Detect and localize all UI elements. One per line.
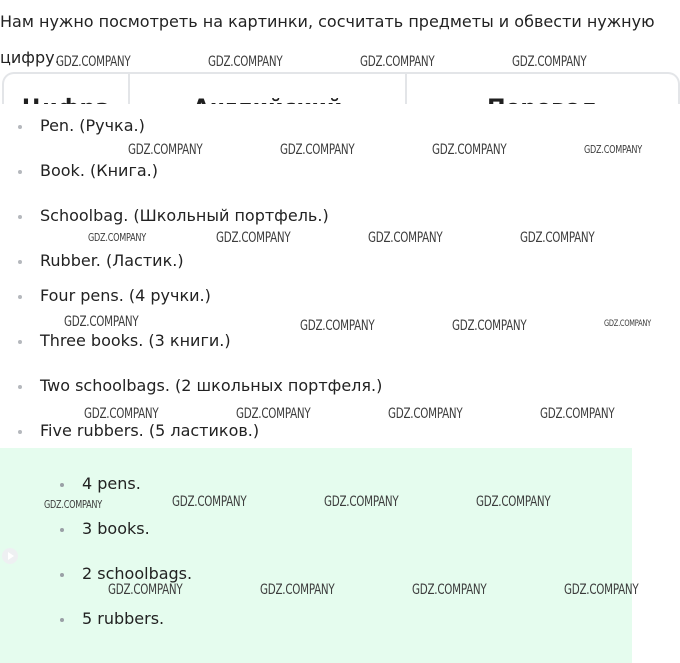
- watermark: GDZ.COMPANY: [324, 494, 399, 510]
- watermark: GDZ.COMPANY: [44, 498, 102, 511]
- watermark: GDZ.COMPANY: [432, 142, 507, 158]
- bullet-icon: [18, 170, 22, 174]
- watermark: GDZ.COMPANY: [512, 54, 587, 70]
- answer-item: 3 books.: [82, 519, 150, 538]
- watermark: GDZ.COMPANY: [172, 494, 247, 510]
- watermark: GDZ.COMPANY: [128, 142, 203, 158]
- watermark: GDZ.COMPANY: [360, 54, 435, 70]
- play-icon[interactable]: [2, 548, 18, 564]
- bullet-icon: [18, 215, 22, 219]
- bullet-icon: [18, 430, 22, 434]
- intro-text: Нам нужно посмотреть на картинки, сосчитать предметы и обвести нужную цифру.: [0, 12, 655, 67]
- watermark: GDZ.COMPANY: [368, 230, 443, 246]
- watermark: GDZ.COMPANY: [476, 494, 551, 510]
- watermark: GDZ.COMPANY: [564, 582, 639, 598]
- watermark: GDZ.COMPANY: [208, 54, 283, 70]
- answer-item: 4 pens.: [82, 474, 141, 493]
- bullet-icon: [60, 573, 64, 577]
- watermark: GDZ.COMPANY: [540, 406, 615, 422]
- watermark: GDZ.COMPANY: [584, 143, 642, 156]
- bullet-icon: [18, 260, 22, 264]
- bullet-icon: [18, 385, 22, 389]
- bullet-icon: [60, 483, 64, 487]
- list-item: Schoolbag. (Школьный портфель.): [40, 206, 329, 225]
- list-item: Rubber. (Ластик.): [40, 251, 184, 270]
- list-item: Two schoolbags. (2 школьных портфеля.): [40, 376, 382, 395]
- list-item: Three books. (3 книги.): [40, 331, 231, 350]
- list-item: Book. (Книга.): [40, 161, 158, 180]
- watermark: GDZ.COMPANY: [520, 230, 595, 246]
- list-item: Five rubbers. (5 ластиков.): [40, 421, 259, 440]
- answer-block: [0, 448, 632, 663]
- watermark: GDZ.COMPANY: [56, 54, 131, 70]
- watermark: GDZ.COMPANY: [216, 230, 291, 246]
- answer-item: 5 rubbers.: [82, 609, 164, 628]
- watermark: GDZ.COMPANY: [604, 319, 651, 329]
- watermark: GDZ.COMPANY: [108, 582, 183, 598]
- watermark: GDZ.COMPANY: [84, 406, 159, 422]
- watermark: GDZ.COMPANY: [88, 231, 146, 244]
- watermark: GDZ.COMPANY: [236, 406, 311, 422]
- bullet-icon: [60, 528, 64, 532]
- list-item: Four pens. (4 ручки.): [40, 286, 211, 305]
- watermark: GDZ.COMPANY: [412, 582, 487, 598]
- watermark: GDZ.COMPANY: [452, 318, 527, 334]
- list-item: Pen. (Ручка.): [40, 116, 145, 135]
- bullet-icon: [18, 125, 22, 129]
- bullet-icon: [60, 618, 64, 622]
- bullet-icon: [18, 340, 22, 344]
- watermark: GDZ.COMPANY: [280, 142, 355, 158]
- watermark: GDZ.COMPANY: [260, 582, 335, 598]
- bullet-icon: [18, 295, 22, 299]
- watermark: GDZ.COMPANY: [388, 406, 463, 422]
- watermark: GDZ.COMPANY: [300, 318, 375, 334]
- watermark: GDZ.COMPANY: [64, 314, 139, 330]
- answer-item: 2 schoolbags.: [82, 564, 192, 583]
